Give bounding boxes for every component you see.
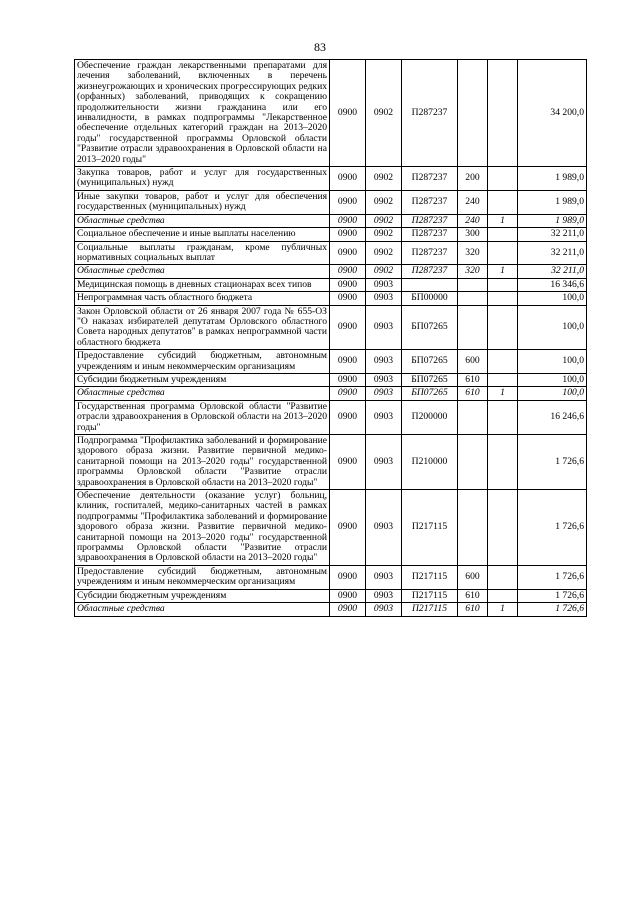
cell-section-code: 0903 xyxy=(366,387,402,400)
cell-ministry-code: 0900 xyxy=(330,589,366,602)
cell-name: Обеспечение граждан лекарственными препаратами для лечения заболеваний, включенных в перечень жизнеугрожающих и хронических прогрессирующих редких (орфанных) заболеваний, приводящих к сокращению продолжительности жизни гражданина или его инвалидности, в рамках подпрограммы "Лекарственное обеспечение отдельных категорий граждан на 2013–2020 годы" государственной программы Орловской области "Развитие отрасли здравоохранения в Орловской области на 2013–2020 годы" xyxy=(75,60,330,167)
cell-section-code: 0903 xyxy=(366,292,402,305)
cell-funding-source xyxy=(488,565,518,589)
cell-name: Непрограммная часть областного бюджета xyxy=(75,292,330,305)
cell-name: Социальное обеспечение и иные выплаты населению xyxy=(75,228,330,241)
cell-amount: 1 989,0 xyxy=(518,190,587,214)
cell-target-code: П210000 xyxy=(402,435,458,490)
cell-name: Закон Орловской области от 26 января 2007 года № 655-ОЗ "О наказах избирателей депутатам Орловского областного Совета народных депутатов" в рамках непрограммной части областного бюджета xyxy=(75,305,330,350)
cell-expense-type xyxy=(458,305,488,350)
cell-funding-source: 1 xyxy=(488,387,518,400)
table-row xyxy=(75,400,587,434)
cell-section-code: 0902 xyxy=(366,214,402,227)
cell-section-code: 0903 xyxy=(366,565,402,589)
cell-section-code: 0903 xyxy=(366,400,402,434)
cell-ministry-code: 0900 xyxy=(330,387,366,400)
cell-funding-source xyxy=(488,589,518,602)
cell-funding-source xyxy=(488,241,518,265)
cell-name: Иные закупки товаров, работ и услуг для обеспечения государственных (муниципальных) нужд xyxy=(75,190,330,214)
table-row xyxy=(75,350,587,374)
table-row xyxy=(75,228,587,241)
budget-table xyxy=(74,59,587,617)
cell-section-code: 0902 xyxy=(366,265,402,278)
cell-target-code: БП00000 xyxy=(402,292,458,305)
cell-name: Предоставление субсидий бюджетным, автономным учреждениям и иным некоммерческим организациям xyxy=(75,350,330,374)
cell-target-code: П287237 xyxy=(402,167,458,191)
cell-expense-type: 610 xyxy=(458,603,488,616)
table-row xyxy=(75,167,587,191)
cell-funding-source: 1 xyxy=(488,265,518,278)
cell-name: Субсидии бюджетным учреждениям xyxy=(75,589,330,602)
table-row xyxy=(75,603,587,616)
cell-expense-type xyxy=(458,490,488,566)
cell-name: Областные средства xyxy=(75,265,330,278)
cell-amount: 32 211,0 xyxy=(518,228,587,241)
cell-section-code: 0903 xyxy=(366,435,402,490)
cell-amount: 1 726,6 xyxy=(518,589,587,602)
cell-amount: 16 346,6 xyxy=(518,278,587,291)
cell-amount: 1 726,6 xyxy=(518,565,587,589)
cell-target-code: П287237 xyxy=(402,60,458,167)
cell-name: Субсидии бюджетным учреждениям xyxy=(75,373,330,386)
cell-ministry-code: 0900 xyxy=(330,278,366,291)
cell-name: Социальные выплаты гражданам, кроме публичных нормативных социальных выплат xyxy=(75,241,330,265)
cell-amount: 100,0 xyxy=(518,305,587,350)
cell-target-code xyxy=(402,278,458,291)
table-row xyxy=(75,305,587,350)
cell-funding-source xyxy=(488,167,518,191)
cell-funding-source xyxy=(488,435,518,490)
cell-funding-source: 1 xyxy=(488,603,518,616)
cell-target-code: П217115 xyxy=(402,589,458,602)
cell-target-code: БП07265 xyxy=(402,373,458,386)
table-row xyxy=(75,387,587,400)
cell-section-code: 0903 xyxy=(366,278,402,291)
cell-name: Государственная программа Орловской области "Развитие отрасли здравоохранения в Орловской области на 2013–2020 годы" xyxy=(75,400,330,434)
table-row xyxy=(75,435,587,490)
cell-target-code: П287237 xyxy=(402,228,458,241)
cell-ministry-code: 0900 xyxy=(330,400,366,434)
cell-target-code: П287237 xyxy=(402,241,458,265)
cell-target-code: П217115 xyxy=(402,490,458,566)
cell-section-code: 0902 xyxy=(366,167,402,191)
cell-section-code: 0902 xyxy=(366,190,402,214)
cell-section-code: 0903 xyxy=(366,490,402,566)
cell-funding-source xyxy=(488,373,518,386)
cell-expense-type: 600 xyxy=(458,565,488,589)
cell-expense-type: 300 xyxy=(458,228,488,241)
cell-funding-source xyxy=(488,60,518,167)
cell-ministry-code: 0900 xyxy=(330,373,366,386)
cell-expense-type: 610 xyxy=(458,373,488,386)
table-row xyxy=(75,490,587,566)
cell-expense-type: 320 xyxy=(458,241,488,265)
table-row xyxy=(75,265,587,278)
cell-target-code: БП07265 xyxy=(402,305,458,350)
cell-funding-source xyxy=(488,400,518,434)
cell-section-code: 0903 xyxy=(366,589,402,602)
cell-name: Медицинская помощь в дневных стационарах всех типов xyxy=(75,278,330,291)
cell-section-code: 0902 xyxy=(366,60,402,167)
cell-amount: 100,0 xyxy=(518,350,587,374)
cell-amount: 100,0 xyxy=(518,373,587,386)
cell-amount: 16 246,6 xyxy=(518,400,587,434)
cell-amount: 1 726,6 xyxy=(518,603,587,616)
cell-amount: 1 989,0 xyxy=(518,167,587,191)
cell-amount: 1 726,6 xyxy=(518,435,587,490)
cell-ministry-code: 0900 xyxy=(330,435,366,490)
cell-ministry-code: 0900 xyxy=(330,490,366,566)
cell-name: Подпрограмма "Профилактика заболеваний и формирование здорового образа жизни. Развитие первичной медико-санитарной помощи на 2013–2020 годы" государственной программы Орловской области "Развитие отрасли здравоохранения в Орловской области на 2013–2020 годы" xyxy=(75,435,330,490)
cell-name: Предоставление субсидий бюджетным, автономным учреждениям и иным некоммерческим организациям xyxy=(75,565,330,589)
cell-target-code: БП07265 xyxy=(402,387,458,400)
cell-name: Областные средства xyxy=(75,387,330,400)
cell-funding-source xyxy=(488,278,518,291)
cell-expense-type: 240 xyxy=(458,214,488,227)
budget-table-body xyxy=(75,60,587,617)
cell-ministry-code: 0900 xyxy=(330,305,366,350)
cell-funding-source xyxy=(488,190,518,214)
cell-name: Областные средства xyxy=(75,214,330,227)
cell-expense-type: 610 xyxy=(458,589,488,602)
cell-target-code: П287237 xyxy=(402,214,458,227)
cell-amount: 32 211,0 xyxy=(518,265,587,278)
cell-expense-type xyxy=(458,278,488,291)
cell-name: Областные средства xyxy=(75,603,330,616)
cell-target-code: П287237 xyxy=(402,265,458,278)
cell-target-code: П287237 xyxy=(402,190,458,214)
cell-amount: 1 726,6 xyxy=(518,490,587,566)
cell-ministry-code: 0900 xyxy=(330,228,366,241)
table-row xyxy=(75,292,587,305)
cell-ministry-code: 0900 xyxy=(330,60,366,167)
cell-section-code: 0903 xyxy=(366,603,402,616)
cell-funding-source xyxy=(488,490,518,566)
cell-name: Обеспечение деятельности (оказание услуг) больниц, клиник, госпиталей, медико-санитарных частей в рамках подпрограммы "Профилактика заболеваний и формирование здорового образа жизни. Развитие первичной медико-санитарной помощи на 2013–2020 годы" государственной программы Орловской области "Развитие отрасли здравоохранения в Орловской области на 2013–2020 годы" xyxy=(75,490,330,566)
cell-expense-type: 200 xyxy=(458,167,488,191)
cell-amount: 100,0 xyxy=(518,387,587,400)
cell-amount: 100,0 xyxy=(518,292,587,305)
cell-section-code: 0902 xyxy=(366,228,402,241)
cell-funding-source: 1 xyxy=(488,214,518,227)
table-row xyxy=(75,190,587,214)
cell-amount: 1 989,0 xyxy=(518,214,587,227)
cell-funding-source xyxy=(488,228,518,241)
cell-ministry-code: 0900 xyxy=(330,603,366,616)
cell-ministry-code: 0900 xyxy=(330,214,366,227)
cell-expense-type: 610 xyxy=(458,387,488,400)
cell-expense-type: 600 xyxy=(458,350,488,374)
cell-ministry-code: 0900 xyxy=(330,265,366,278)
table-row xyxy=(75,278,587,291)
page-number: 83 xyxy=(314,40,326,54)
cell-funding-source xyxy=(488,292,518,305)
cell-expense-type xyxy=(458,400,488,434)
cell-ministry-code: 0900 xyxy=(330,241,366,265)
cell-expense-type xyxy=(458,435,488,490)
cell-expense-type: 320 xyxy=(458,265,488,278)
cell-expense-type xyxy=(458,292,488,305)
cell-ministry-code: 0900 xyxy=(330,190,366,214)
cell-ministry-code: 0900 xyxy=(330,350,366,374)
cell-amount: 34 200,0 xyxy=(518,60,587,167)
cell-section-code: 0903 xyxy=(366,373,402,386)
table-row xyxy=(75,214,587,227)
cell-amount: 32 211,0 xyxy=(518,241,587,265)
table-row xyxy=(75,60,587,167)
cell-section-code: 0903 xyxy=(366,350,402,374)
cell-target-code: П200000 xyxy=(402,400,458,434)
cell-target-code: П217115 xyxy=(402,565,458,589)
cell-section-code: 0903 xyxy=(366,305,402,350)
cell-ministry-code: 0900 xyxy=(330,565,366,589)
cell-expense-type: 240 xyxy=(458,190,488,214)
table-row xyxy=(75,241,587,265)
cell-ministry-code: 0900 xyxy=(330,167,366,191)
cell-expense-type xyxy=(458,60,488,167)
table-row xyxy=(75,373,587,386)
cell-target-code: П217115 xyxy=(402,603,458,616)
cell-ministry-code: 0900 xyxy=(330,292,366,305)
cell-section-code: 0902 xyxy=(366,241,402,265)
table-row xyxy=(75,565,587,589)
cell-funding-source xyxy=(488,350,518,374)
cell-target-code: БП07265 xyxy=(402,350,458,374)
cell-name: Закупка товаров, работ и услуг для государственных (муниципальных) нужд xyxy=(75,167,330,191)
table-row xyxy=(75,589,587,602)
cell-funding-source xyxy=(488,305,518,350)
